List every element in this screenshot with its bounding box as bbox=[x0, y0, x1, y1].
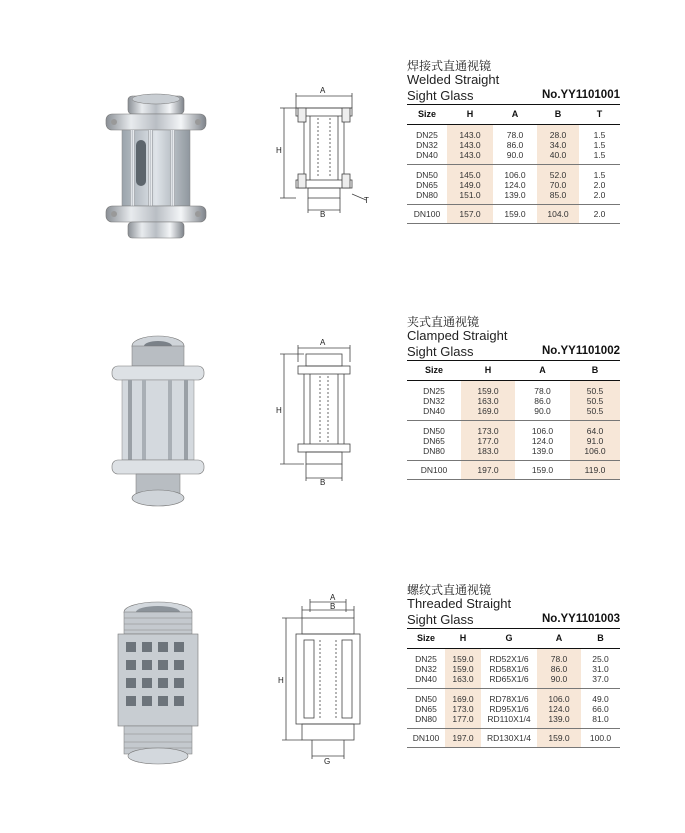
welded-technical-drawing bbox=[274, 88, 374, 224]
table-cell: 119.0 bbox=[570, 461, 620, 480]
drawing-dimension-a: A bbox=[320, 86, 326, 95]
table-cell: 1.5 bbox=[579, 150, 620, 165]
table-cell: RD110X1/4 bbox=[481, 714, 537, 729]
drawing-dimension-t: T bbox=[364, 196, 369, 205]
table-cell: 1.5 bbox=[593, 130, 606, 140]
table-cell: 159.0 bbox=[493, 205, 537, 224]
table-cell: RD130X1/4 bbox=[481, 729, 537, 748]
table-cell: 124.0 bbox=[531, 436, 554, 446]
table-cell: 70.0 bbox=[537, 180, 579, 190]
table-cell: 159.0 bbox=[515, 461, 570, 480]
table-cell: 163.0 bbox=[461, 396, 515, 406]
drawing-dimension-g: G bbox=[324, 757, 331, 766]
table-cell: DN32 bbox=[415, 664, 437, 674]
table-cell: 49.0 bbox=[592, 694, 609, 704]
table-cell: 90.0 bbox=[493, 150, 537, 165]
dimension-table bbox=[407, 628, 620, 748]
table-cell: 40.0 bbox=[537, 150, 579, 165]
table-cell: DN25 bbox=[423, 386, 445, 396]
model-number: No.YY1101002 bbox=[541, 345, 620, 357]
column-header-a: A bbox=[493, 105, 537, 125]
column-header-a: A bbox=[515, 361, 570, 381]
model-number: No.YY1101001 bbox=[541, 89, 620, 101]
table-cell: DN40 bbox=[407, 406, 461, 421]
product-title-english-line1: Clamped Straight bbox=[407, 328, 508, 343]
table-cell: 50.5 bbox=[570, 406, 620, 421]
table-cell: 177.0 bbox=[461, 436, 515, 446]
drawing-dimension-b: B bbox=[320, 210, 326, 219]
table-cell: 124.0 bbox=[504, 180, 526, 190]
table-cell: 37.0 bbox=[581, 674, 620, 689]
table-cell: 1.5 bbox=[593, 170, 606, 180]
drawing-dimension-h: H bbox=[276, 146, 282, 155]
table-cell: 52.0 bbox=[537, 165, 579, 181]
table-cell: 177.0 bbox=[445, 714, 481, 729]
model-number: No.YY1101003 bbox=[541, 613, 620, 625]
table-cell: DN65 bbox=[423, 436, 445, 446]
column-header-h: H bbox=[447, 105, 493, 125]
drawing-dimension-a: A bbox=[320, 338, 326, 347]
table-cell: RD52X1/6 bbox=[489, 654, 529, 664]
drawing-dimension-b: B bbox=[330, 602, 336, 611]
table-cell: 157.0 bbox=[447, 205, 493, 224]
clamped-sight-glass-photo bbox=[106, 330, 210, 510]
product-title-english-line2: Sight Glass bbox=[407, 344, 474, 359]
column-header-b: B bbox=[570, 361, 620, 381]
table-cell: 139.0 bbox=[515, 446, 570, 461]
column-header-g: G bbox=[481, 629, 537, 649]
table-cell: DN40 bbox=[407, 674, 445, 689]
table-cell: DN32 bbox=[416, 140, 438, 150]
table-cell: 81.0 bbox=[581, 714, 620, 729]
column-header-size: Size bbox=[407, 361, 461, 381]
table-cell: 159.0 bbox=[445, 649, 481, 665]
column-header-size: Size bbox=[407, 629, 445, 649]
table-cell: 124.0 bbox=[537, 704, 581, 714]
table-cell: 1.5 bbox=[593, 140, 606, 150]
column-header-size: Size bbox=[407, 105, 447, 125]
table-cell: 197.0 bbox=[461, 461, 515, 480]
table-cell: RD95X1/6 bbox=[489, 704, 529, 714]
table-cell: 139.0 bbox=[493, 190, 537, 205]
column-header-h: H bbox=[461, 361, 515, 381]
table-cell: DN80 bbox=[407, 446, 461, 461]
table-cell: 85.0 bbox=[537, 190, 579, 205]
table-cell: 78.0 bbox=[534, 386, 551, 396]
table-cell: 159.0 bbox=[537, 729, 581, 748]
table-cell: DN65 bbox=[415, 704, 437, 714]
table-cell: 2.0 bbox=[579, 190, 620, 205]
table-cell: DN25 bbox=[415, 654, 437, 664]
clamped-technical-drawing bbox=[274, 340, 374, 490]
table-cell: 50.5 bbox=[570, 396, 620, 406]
table-cell: DN50 bbox=[423, 426, 445, 436]
table-cell: RD78X1/6 bbox=[489, 694, 529, 704]
table-cell: 31.0 bbox=[592, 664, 609, 674]
table-cell: 86.0 bbox=[537, 664, 581, 674]
drawing-dimension-h: H bbox=[276, 406, 282, 415]
column-header-t: T bbox=[579, 105, 620, 125]
table-cell: 173.0 bbox=[461, 421, 515, 437]
table-cell: DN100 bbox=[407, 205, 447, 224]
table-cell: DN50 bbox=[415, 694, 437, 704]
drawing-dimension-b: B bbox=[320, 478, 326, 487]
table-cell: 197.0 bbox=[445, 729, 481, 748]
table-cell: 2.0 bbox=[579, 205, 620, 224]
table-cell: 66.0 bbox=[592, 704, 609, 714]
table-cell: 151.0 bbox=[447, 190, 493, 205]
drawing-dimension-a: A bbox=[330, 593, 336, 602]
table-cell: 86.0 bbox=[534, 396, 551, 406]
table-cell: 169.0 bbox=[461, 406, 515, 421]
table-cell: 25.0 bbox=[592, 654, 609, 664]
table-cell: 86.0 bbox=[506, 140, 524, 150]
table-cell: 143.0 bbox=[447, 150, 493, 165]
table-cell: 149.0 bbox=[447, 180, 493, 190]
product-title-english-line1: Welded Straight bbox=[407, 72, 500, 87]
table-cell: 90.0 bbox=[515, 406, 570, 421]
product-title-english-line1: Threaded Straight bbox=[407, 596, 512, 611]
table-cell: 106.0 bbox=[537, 689, 581, 705]
threaded-technical-drawing bbox=[276, 593, 374, 768]
column-header-b: B bbox=[537, 105, 579, 125]
table-cell: 78.0 bbox=[537, 649, 581, 665]
product-title-english-line2: Sight Glass bbox=[407, 88, 474, 103]
table-cell: 169.0 bbox=[445, 689, 481, 705]
product-title-chinese: 夹式直通视镜 bbox=[407, 315, 480, 329]
table-cell: 159.0 bbox=[445, 664, 481, 674]
table-cell: 143.0 bbox=[447, 140, 493, 150]
table-cell: 50.5 bbox=[570, 381, 620, 397]
table-cell: DN32 bbox=[423, 396, 445, 406]
table-cell: 100.0 bbox=[581, 729, 620, 748]
threaded-sight-glass-photo bbox=[108, 598, 208, 768]
welded-sight-glass-photo bbox=[100, 92, 212, 242]
table-cell: 183.0 bbox=[461, 446, 515, 461]
table-cell: 78.0 bbox=[506, 130, 524, 140]
table-cell: DN80 bbox=[407, 714, 445, 729]
dimension-table bbox=[407, 360, 620, 480]
table-cell: RD65X1/6 bbox=[481, 674, 537, 689]
table-cell: RD58X1/6 bbox=[489, 664, 529, 674]
table-cell: 64.0 bbox=[570, 421, 620, 437]
table-cell: 28.0 bbox=[537, 125, 579, 141]
table-cell: 2.0 bbox=[593, 180, 606, 190]
table-cell: 34.0 bbox=[537, 140, 579, 150]
table-cell: 143.0 bbox=[447, 125, 493, 141]
table-cell: 159.0 bbox=[461, 381, 515, 397]
table-cell: 90.0 bbox=[537, 674, 581, 689]
table-cell: 106.0 bbox=[504, 170, 526, 180]
product-title-chinese: 螺纹式直通视镜 bbox=[407, 583, 492, 597]
table-cell: 145.0 bbox=[447, 165, 493, 181]
table-cell: DN100 bbox=[407, 461, 461, 480]
clamped-spec-block bbox=[407, 315, 620, 480]
table-cell: 163.0 bbox=[445, 674, 481, 689]
table-cell: 139.0 bbox=[537, 714, 581, 729]
column-header-h: H bbox=[445, 629, 481, 649]
table-cell: 104.0 bbox=[537, 205, 579, 224]
table-cell: DN80 bbox=[407, 190, 447, 205]
table-cell: DN65 bbox=[416, 180, 438, 190]
product-title-chinese: 焊接式直通视镜 bbox=[407, 59, 492, 73]
drawing-dimension-h: H bbox=[278, 676, 284, 685]
product-title-english-line2: Sight Glass bbox=[407, 612, 474, 627]
table-cell: DN40 bbox=[407, 150, 447, 165]
table-cell: 173.0 bbox=[445, 704, 481, 714]
table-cell: 106.0 bbox=[570, 446, 620, 461]
welded-spec-block bbox=[407, 59, 620, 224]
table-cell: 106.0 bbox=[531, 426, 554, 436]
table-cell: DN25 bbox=[416, 130, 438, 140]
table-cell: DN100 bbox=[407, 729, 445, 748]
threaded-spec-block bbox=[407, 583, 620, 748]
dimension-table bbox=[407, 104, 620, 224]
table-cell: DN50 bbox=[416, 170, 438, 180]
column-header-a: A bbox=[537, 629, 581, 649]
column-header-b: B bbox=[581, 629, 620, 649]
table-cell: 91.0 bbox=[570, 436, 620, 446]
